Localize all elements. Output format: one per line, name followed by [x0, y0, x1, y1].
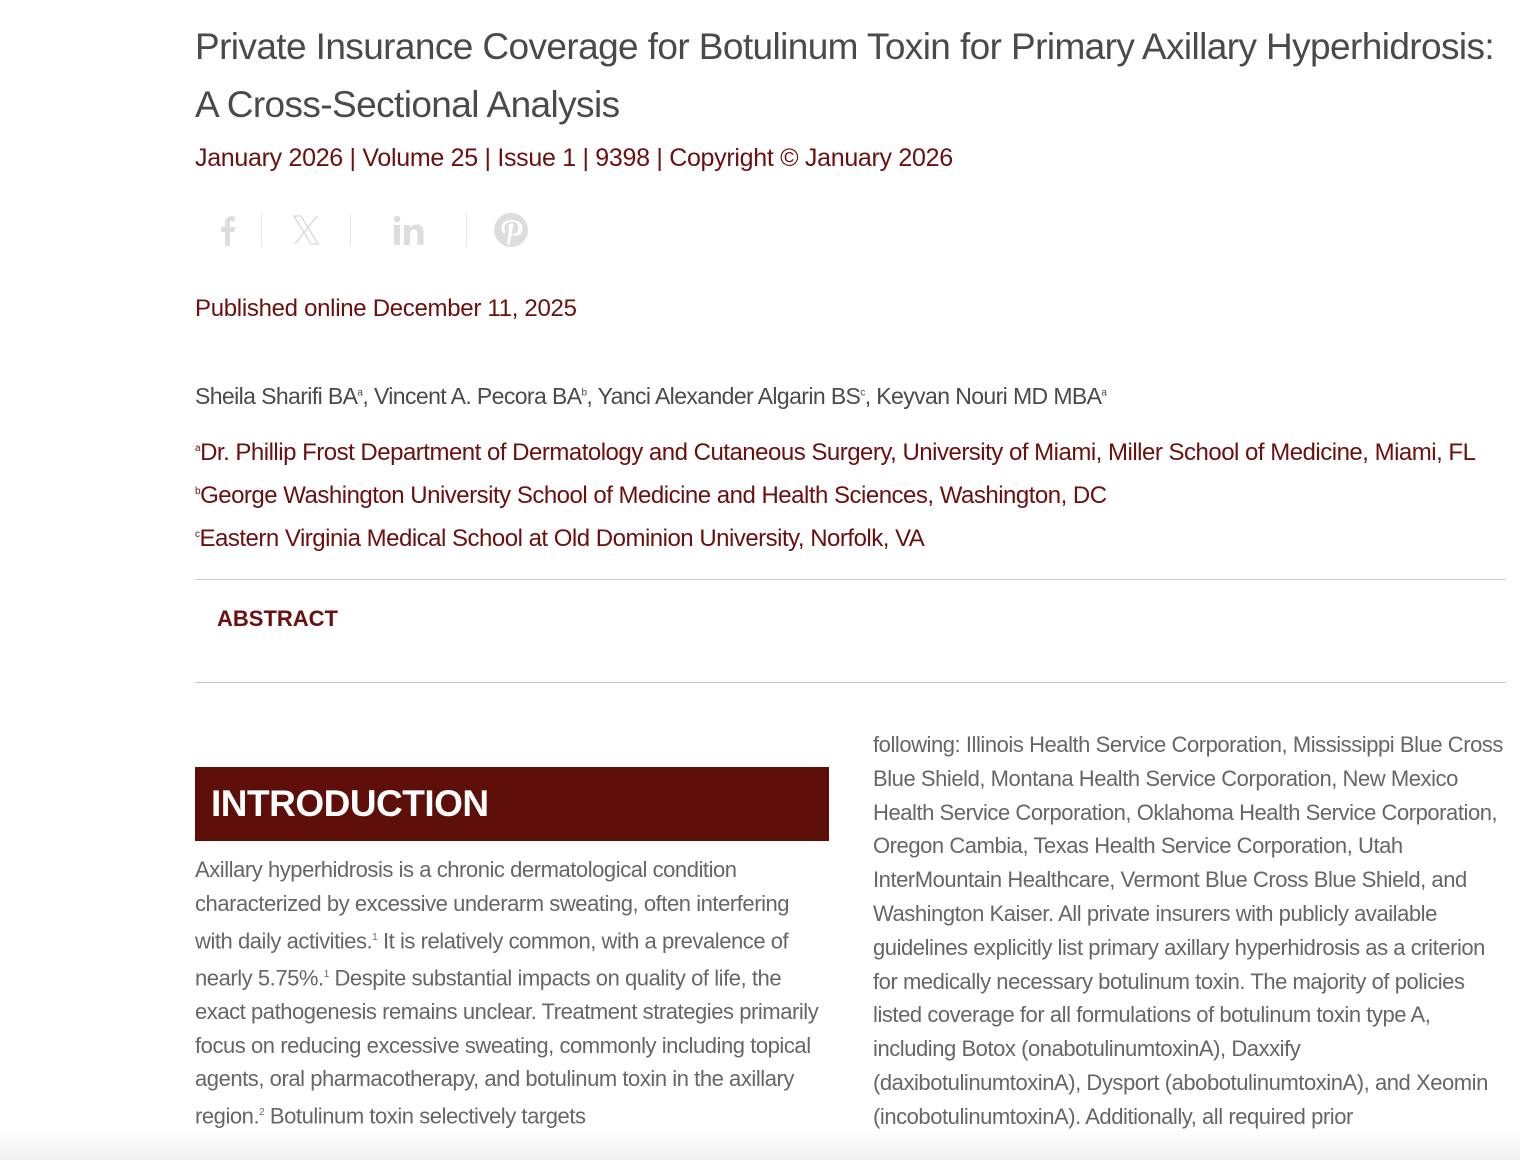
author[interactable]: Vincent A. Pecora $BA^b$ — [373, 383, 587, 409]
bottom-fade — [0, 1130, 1520, 1160]
published-date: Published online December 11, 2025 — [195, 295, 577, 322]
affiliation: $^a$Dr. Phillip Frost Department of Dermatology and Cutaneous Surgery, University of Miami, Miller School of Medicine, Miami, FL — [195, 439, 1476, 466]
reference-link[interactable]: 2 — [259, 1107, 265, 1119]
author[interactable]: Yanci Alexander Algarin $BS^c$ — [597, 383, 865, 409]
abstract-toggle[interactable]: ABSTRACT — [217, 606, 338, 631]
reference-link[interactable]: 1 — [323, 968, 329, 980]
facebook-icon[interactable] — [195, 214, 261, 246]
x-icon[interactable] — [262, 215, 350, 245]
author[interactable]: Sheila Sharifi $BA^a$ — [195, 383, 363, 409]
introduction-paragraph: Axillary hyperhidrosis is a chronic dermatological condition characterized by excessive underarm sweating, often interfering with daily activities.$^1$ It is relatively common, with a prevalence of nearly 5.75%.$^1$ Despite substantial impacts on quality of life, the exact pathogenesis remains unclear. Treatment strategies primarily focus on reducing excessive sweating, commonly including topical agents, oral pharmacotherapy, and botulinum toxin in the axillary region.$^2$ Botulinum toxin selectively targets — [195, 857, 819, 1129]
linkedin-icon[interactable] — [351, 215, 466, 245]
issue-meta: January 2026 | Volume 25 | Issue 1 | 9398 | Copyright © January 2026 — [195, 144, 953, 172]
share-bar — [195, 213, 1506, 247]
section-heading-introduction: INTRODUCTION — [195, 767, 829, 841]
reference-link[interactable]: 1 — [372, 931, 378, 943]
pinterest-icon[interactable] — [467, 213, 555, 247]
left-column — [195, 728, 829, 1133]
right-column-paragraph: following: Illinois Health Service Corporation, Mississippi Blue Cross Blue Shield, Montana Health Service Corporation, New Mexico Health Service Corporation, Oklahoma Health Service Corporation, Oregon Cambia, Texas Health Service Corporation, Utah InterMountain Healthcare, Vermont Blue Cross Blue Shield, and Washington Kaiser. All private insurers with publicly available guidelines explicitly list primary axillary hyperhidrosis as a criterion for medically necessary botulinum toxin. The majority of policies listed coverage for all formulations of botulinum toxin type A, including Botox (onabotulinumtoxinA), Daxxify (daxibotulinumtoxinA), Dysport (abobotulinumtoxinA), and Xeomin (incobotulinumtoxinA). Additionally, all required prior — [873, 732, 1503, 1129]
affiliation: $^b$George Washington University School of Medicine and Health Sciences, Washington, DC — [195, 482, 1107, 509]
author-list: Sheila Sharifi $BA^a$, Vincent A. Pecora $BA^b$, Yanci Alexander Algarin $BS^c$, Keyvan Nouri MD MBA$^a$ — [195, 383, 1107, 409]
article-title: Private Insurance Coverage for Botulinum Toxin for Primary Axillary Hyperhidrosis: A Cross-Sectional Analysis — [195, 26, 1495, 125]
divider — [195, 682, 1506, 683]
article-header — [195, 0, 1506, 683]
affiliation: $^c$Eastern Virginia Medical School at Old Dominion University, Norfolk, VA — [195, 525, 925, 552]
author[interactable]: Keyvan Nouri MD MBA$^a$ — [876, 383, 1107, 409]
